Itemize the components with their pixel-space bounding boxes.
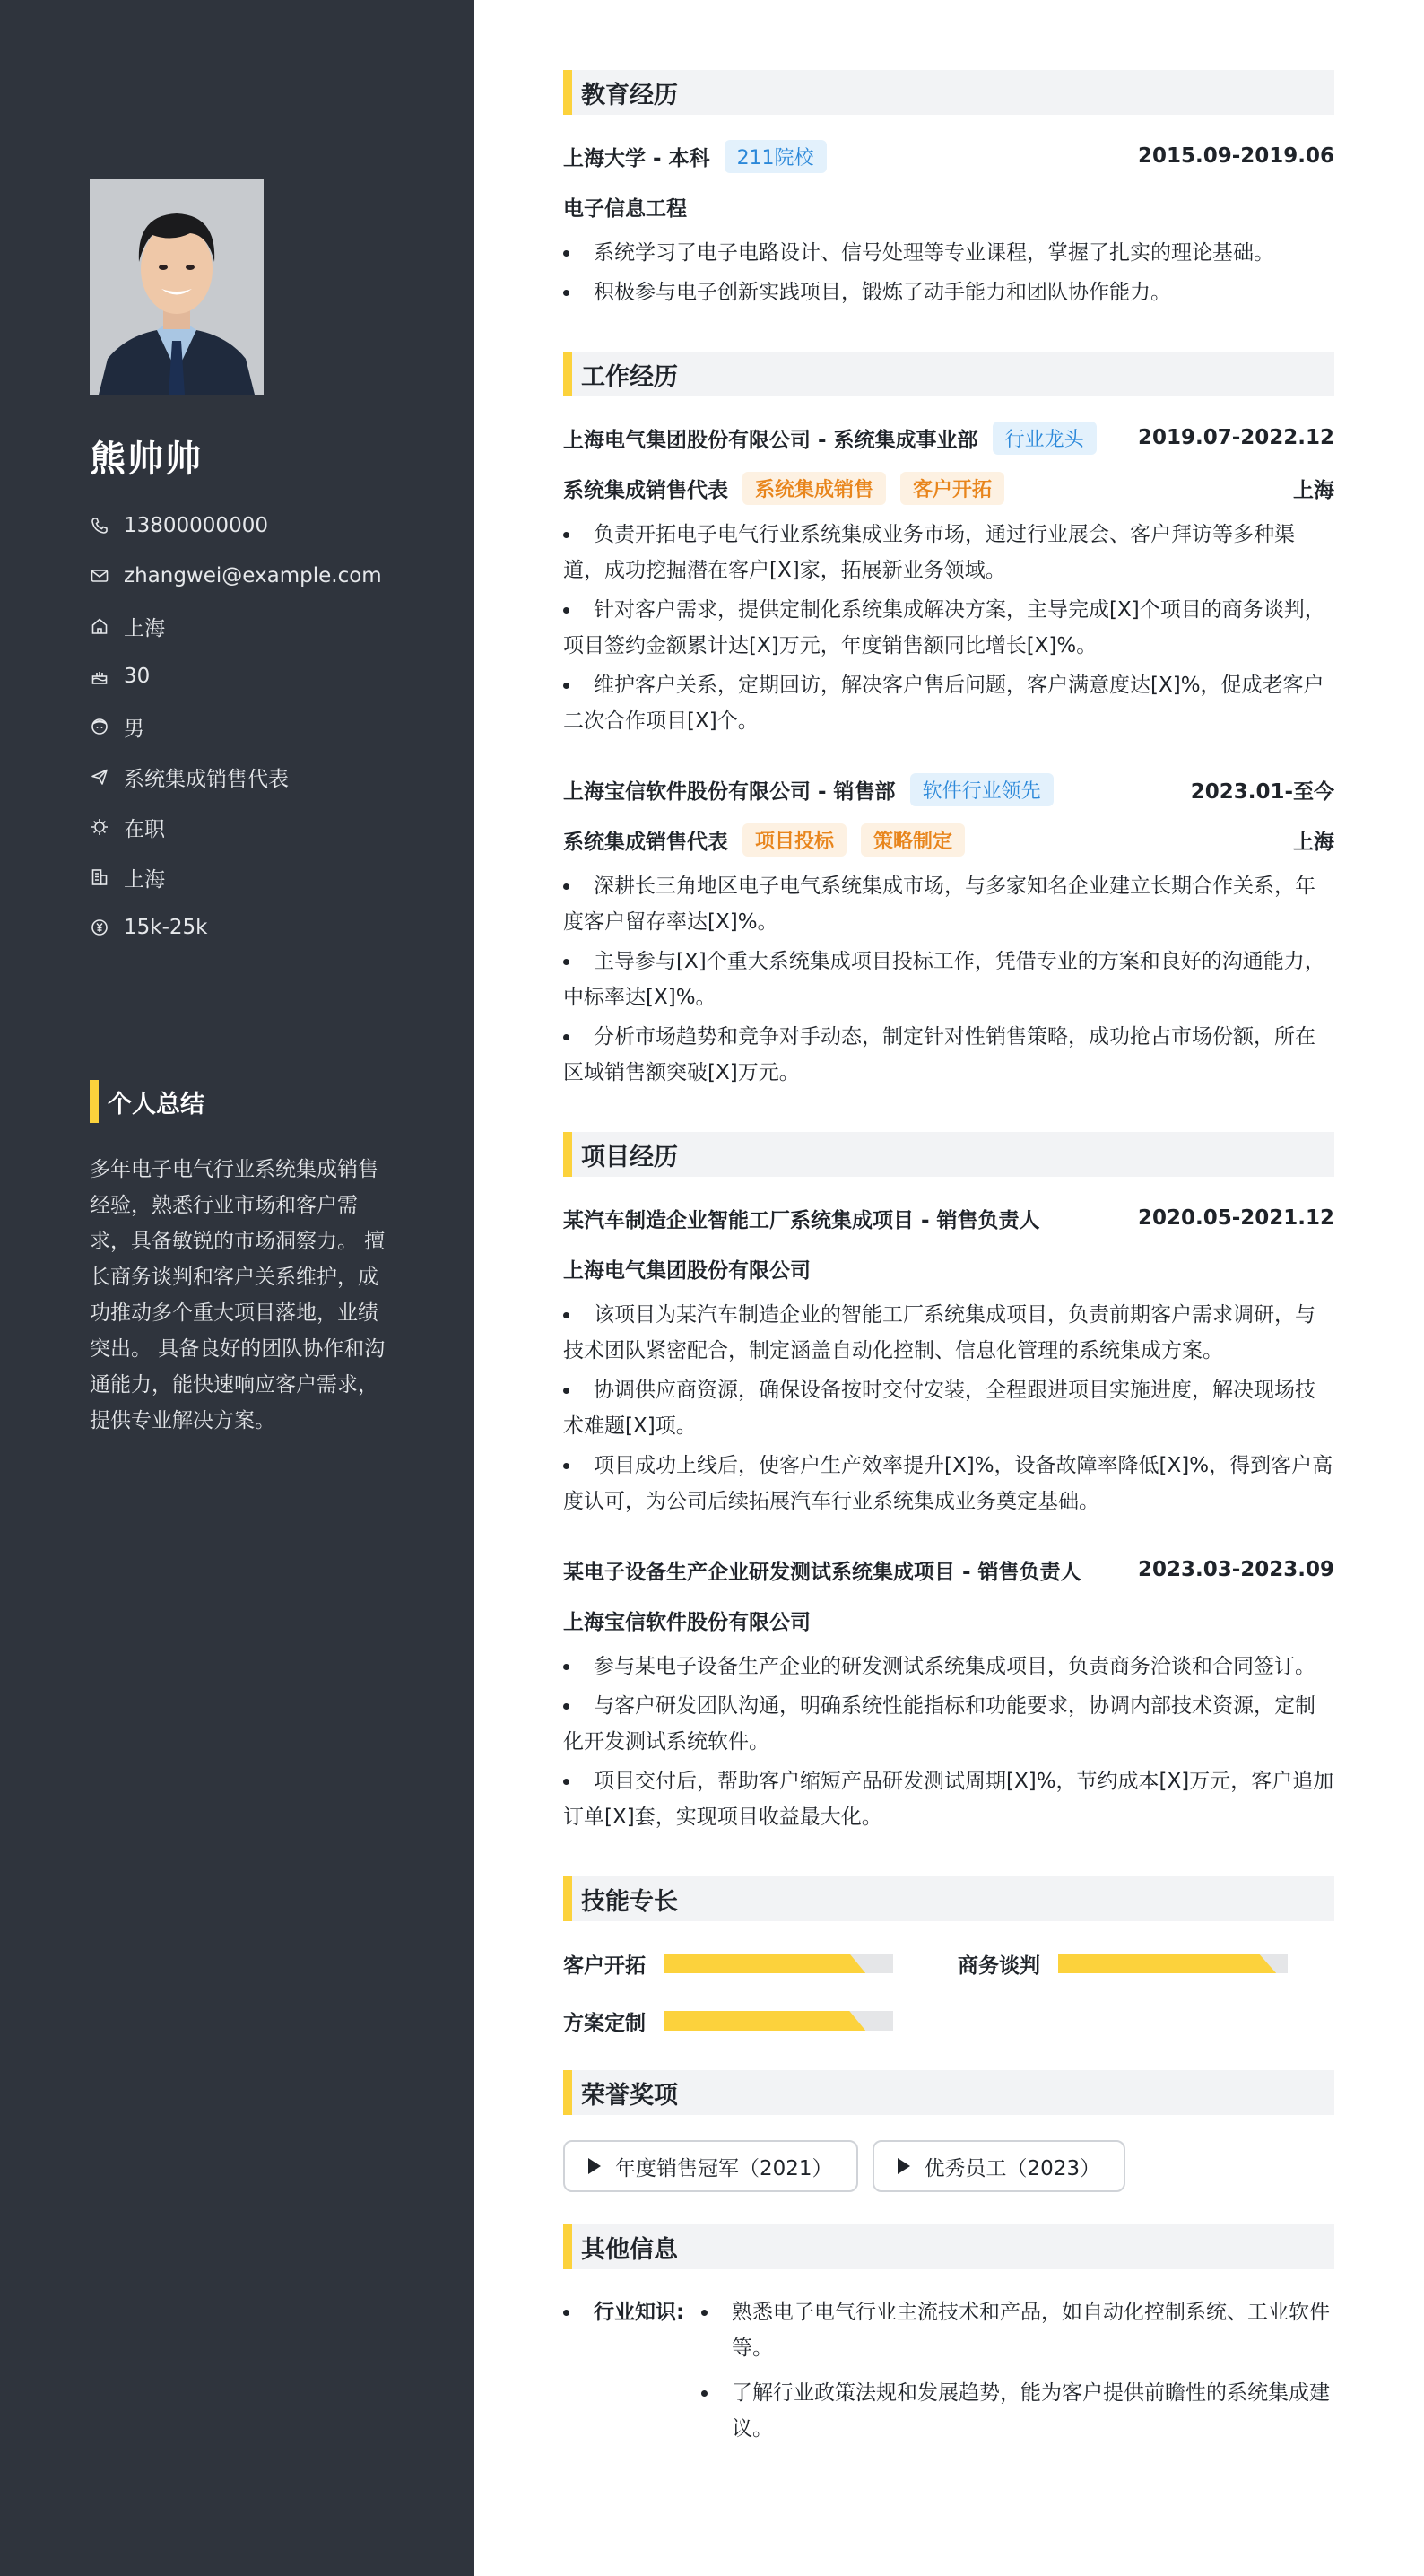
- skill-tag: 项目投标: [742, 823, 847, 857]
- send-icon: [90, 767, 109, 787]
- skill-label: 客户开拓: [563, 1954, 646, 1978]
- work-heading-text: 工作经历: [581, 362, 678, 391]
- other-heading-text: 其他信息: [581, 2235, 678, 2264]
- award-text: 优秀员工（2023）: [924, 2156, 1101, 2180]
- education-period: 2015.09-2019.06: [1137, 144, 1334, 168]
- projects-heading: [563, 1132, 1334, 1177]
- job-period: 2019.07-2022.12: [1137, 426, 1334, 449]
- heading-accent-bar: [563, 1876, 572, 1921]
- job-role-row: [563, 823, 1334, 856]
- list-item: 与客户研发团队沟通，明确系统性能指标和功能要求，协调内部技术资源，定制化开发测试系统软件。: [563, 1688, 1334, 1760]
- skill-item: [563, 1946, 958, 1980]
- list-item: 维护客户关系，定期回访，解决客户售后问题，客户满意度达[X]%，促成老客户二次合作项目[X]个。: [563, 667, 1334, 739]
- status-icon: [90, 817, 109, 837]
- project-period: 2023.03-2023.09: [1137, 1558, 1334, 1581]
- project-header: [563, 1202, 1334, 1234]
- job-header: [563, 773, 1334, 805]
- skill-item: [958, 1946, 1334, 1980]
- contact-text: 15k-25k: [124, 916, 208, 939]
- contact-text: 上海: [124, 867, 165, 892]
- skills-heading: [563, 1876, 1334, 1921]
- contact-text: 系统集成销售代表: [124, 767, 289, 791]
- avatar: [90, 179, 264, 395]
- list-item: 参与某电子设备生产企业的研发测试系统集成项目，负责商务洽谈和合同签订。: [563, 1649, 1334, 1684]
- contact-position: [90, 752, 382, 802]
- job-entry: [563, 773, 1334, 1091]
- contact-city: [90, 601, 382, 651]
- contact-text: 在职: [124, 817, 165, 841]
- home-icon: [90, 616, 109, 636]
- contact-gender: [90, 701, 382, 752]
- skill-bar-track: [664, 1954, 893, 1973]
- job-bullets: [563, 868, 1334, 1091]
- other-key: 行业知识:: [594, 2301, 685, 2324]
- list-item: 系统学习了电子电路设计、信号处理等专业课程，掌握了扎实的理论基础。: [563, 235, 1334, 271]
- award-chip: [873, 2140, 1126, 2192]
- company-name: 上海宝信软件股份有限公司 - 销售部: [563, 779, 896, 804]
- project-period: 2020.05-2021.12: [1137, 1206, 1334, 1230]
- heading-accent-bar: [563, 352, 572, 396]
- list-item: 了解行业政策法规和发展趋势，能为客户提供前瞻性的系统集成建议。: [701, 2375, 1334, 2447]
- skill-tag: 策略制定: [861, 823, 965, 857]
- play-triangle-icon: [898, 2158, 910, 2174]
- contact-text: 上海: [124, 616, 165, 640]
- company-tag: 软件行业领先: [910, 773, 1054, 806]
- heading-accent-bar: [90, 1080, 99, 1123]
- list-item: 针对客户需求，提供定制化系统集成解决方案，主导完成[X]个项目的商务谈判，项目签约金额累计达[X]万元，年度销售额同比增长[X]%。: [563, 592, 1334, 664]
- project-entry: [563, 1553, 1334, 1835]
- bullet-dot: [563, 2294, 594, 2456]
- education-heading: [563, 70, 1334, 115]
- list-item: 协调供应商资源，确保设备按时交付安装，全程跟进项目实施进度，解决现场技术难题[X]项。: [563, 1372, 1334, 1444]
- main-content: [563, 70, 1334, 2456]
- job-city: 上海: [1293, 830, 1334, 854]
- other-items: [701, 2294, 1334, 2456]
- list-item: 积极参与电子创新实践项目，锻炼了动手能力和团队协作能力。: [563, 274, 1334, 310]
- heading-accent-bar: [563, 2224, 572, 2269]
- list-item: 负责开拓电子电气行业系统集成业务市场，通过行业展会、客户拜访等多种渠道，成功挖掘潜在客户[X]家，拓展新业务领域。: [563, 517, 1334, 588]
- job-role-row: [563, 472, 1334, 504]
- phone-icon: [90, 516, 109, 535]
- awards-list: [563, 2140, 1334, 2192]
- project-entry: [563, 1202, 1334, 1519]
- building-icon: [90, 867, 109, 887]
- list-item: 主导参与[X]个重大系统集成项目投标工作，凭借专业的方案和良好的沟通能力，中标率达[X]%。: [563, 944, 1334, 1015]
- contact-salary: [90, 902, 382, 953]
- list-item: 项目成功上线后，使客户生产效率提升[X]%，设备故障率降低[X]%，得到客户高度认可，为公司后续拓展汽车行业系统集成业务奠定基础。: [563, 1448, 1334, 1519]
- job-entry: [563, 422, 1334, 739]
- play-triangle-icon: [588, 2158, 601, 2174]
- job-period: 2023.01-至今: [1190, 779, 1334, 804]
- list-item: 该项目为某汽车制造企业的智能工厂系统集成项目，负责前期客户需求调研，与技术团队紧密配合，制定涵盖自动化控制、信息化管理的系统集成方案。: [563, 1297, 1334, 1369]
- job-bullets: [563, 517, 1334, 739]
- project-bullets: [563, 1649, 1334, 1835]
- education-major: 电子信息工程: [563, 196, 687, 221]
- avatar-photo: [90, 179, 264, 395]
- other-info: [563, 2294, 1334, 2456]
- contact-age: [90, 651, 382, 701]
- company-tag: 行业龙头: [993, 422, 1097, 455]
- education-heading-text: 教育经历: [581, 81, 678, 109]
- gender-icon: [90, 717, 109, 736]
- skill-label: 方案定制: [563, 2011, 646, 2035]
- project-company: 上海电气集团股份有限公司: [563, 1258, 811, 1283]
- summary-heading: [90, 1080, 204, 1123]
- project-name: 某电子设备生产企业研发测试系统集成项目 - 销售负责人: [563, 1560, 1081, 1584]
- list-item: 项目交付后，帮助客户缩短产品研发测试周期[X]%，节约成本[X]万元，客户追加订单[X]套，实现项目收益最大化。: [563, 1763, 1334, 1835]
- contact-list: [90, 500, 382, 953]
- contact-text: 30: [124, 665, 151, 688]
- salary-icon: [90, 918, 109, 937]
- school-name: 上海大学 - 本科: [563, 146, 710, 170]
- heading-accent-bar: [563, 2070, 572, 2115]
- skill-item: [563, 2004, 958, 2038]
- job-role: 系统集成销售代表: [563, 478, 728, 502]
- contact-work-city: [90, 852, 382, 902]
- skills-grid: [563, 1946, 1334, 2038]
- education-row: [563, 140, 1334, 172]
- contact-status: [90, 802, 382, 852]
- awards-heading: [563, 2070, 1334, 2115]
- cake-icon: [90, 666, 109, 686]
- skill-bar-fill: [1058, 1954, 1276, 1973]
- skill-bar-fill: [664, 2011, 865, 2031]
- contact-text: zhangwei@example.com: [124, 564, 382, 587]
- company-name: 上海电气集团股份有限公司 - 系统集成事业部: [563, 428, 978, 452]
- project-company: 上海宝信软件股份有限公司: [563, 1610, 811, 1634]
- work-heading: [563, 352, 1334, 396]
- heading-accent-bar: [563, 70, 572, 115]
- summary-heading-text: 个人总结: [108, 1090, 204, 1118]
- contact-text: 男: [124, 717, 144, 741]
- contact-email: [90, 551, 382, 601]
- skills-heading-text: 技能专长: [581, 1887, 678, 1916]
- awards-heading-text: 荣誉奖项: [581, 2081, 678, 2110]
- project-header: [563, 1553, 1334, 1586]
- award-chip: [563, 2140, 858, 2192]
- skill-bar-track: [664, 2011, 893, 2031]
- skill-label: 商务谈判: [958, 1954, 1040, 1978]
- project-bullets: [563, 1297, 1334, 1519]
- list-item: 深耕长三角地区电子电气系统集成市场，与多家知名企业建立长期合作关系，年度客户留存率达[X]%。: [563, 868, 1334, 940]
- sidebar: [0, 0, 474, 2576]
- skill-bar-fill: [664, 1954, 865, 1973]
- job-header: [563, 422, 1334, 454]
- candidate-name: 熊帅帅: [90, 439, 203, 480]
- heading-accent-bar: [563, 1132, 572, 1177]
- school-tag: 211院校: [725, 140, 827, 173]
- job-role: 系统集成销售代表: [563, 830, 728, 854]
- mail-icon: [90, 566, 109, 586]
- education-bullets: [563, 235, 1334, 310]
- projects-heading-text: 项目经历: [581, 1143, 678, 1171]
- contact-text: 13800000000: [124, 514, 268, 537]
- contact-phone: [90, 500, 382, 551]
- other-heading: [563, 2224, 1334, 2269]
- project-name: 某汽车制造企业智能工厂系统集成项目 - 销售负责人: [563, 1208, 1040, 1232]
- skill-bar-track: [1058, 1954, 1288, 1973]
- summary-text: 多年电子电气行业系统集成销售经验，熟悉行业市场和客户需求，具备敏锐的市场洞察力。 擅长商务谈判和客户关系维护，成功推动多个重大项目落地，业绩突出。 具备良好的团队协作和沟通能力，能快速响应客户需求，提供专业解决方案。: [90, 1158, 386, 1432]
- skill-tag: 系统集成销售: [742, 472, 886, 505]
- job-city: 上海: [1293, 478, 1334, 502]
- list-item: 熟悉电子电气行业主流技术和产品，如自动化控制系统、工业软件等。: [701, 2294, 1334, 2366]
- award-text: 年度销售冠军（2021）: [615, 2156, 833, 2180]
- skill-tag: 客户开拓: [900, 472, 1004, 505]
- list-item: 分析市场趋势和竞争对手动态，制定针对性销售策略，成功抢占市场份额，所在区域销售额突破[X]万元。: [563, 1019, 1334, 1091]
